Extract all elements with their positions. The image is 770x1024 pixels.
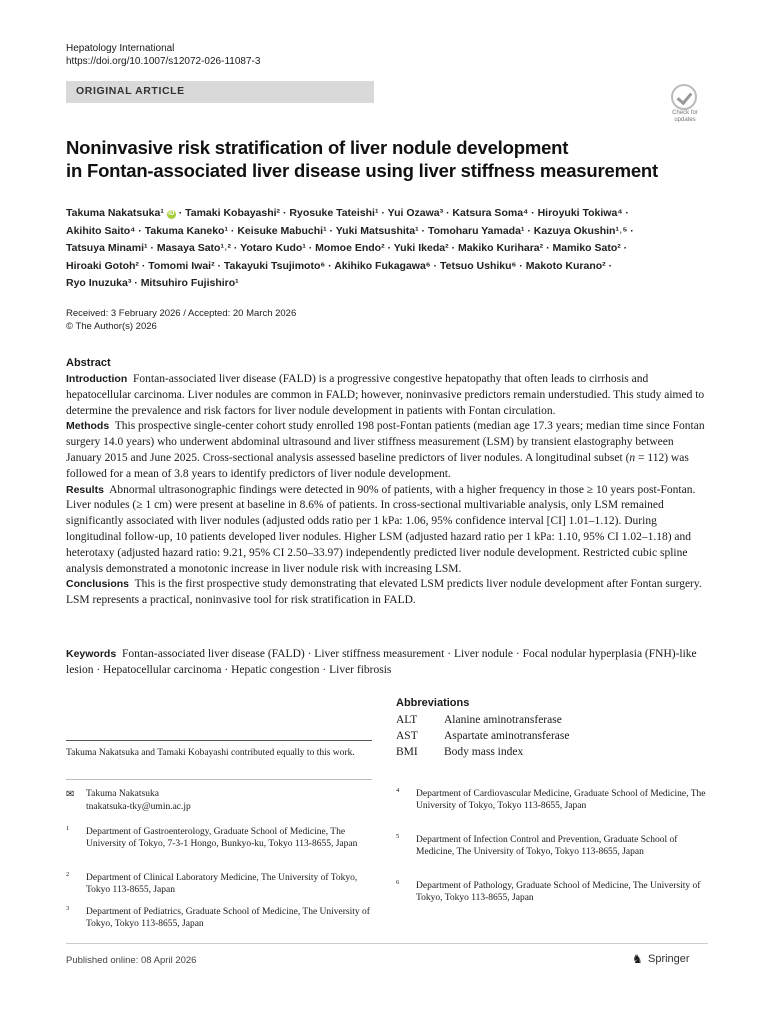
author: Takayuki Tsujimoto⁶ [223, 259, 326, 272]
title-line-2: in Fontan-associated liver disease using liver stiffness measurement [66, 160, 658, 181]
affiliation-number: 6 [396, 879, 400, 886]
conclusions-text: This is the first prospective study demonstrating that elevated LSM predicts liver nodule development after Fontan surgery. LSM represents a practical, noninvasive tool for risk stratification in FALD. [66, 578, 702, 607]
keywords-text: Fontan-associated liver disease (FALD) · Liver stiffness measurement · Liver nodule · Focal nodular hyperplasia (FNH)-like lesion · Hepatocellular carcinoma · Hepatic congestion · Liver fibrosis [66, 648, 697, 676]
doi-link[interactable]: https://doi.org/10.1007/s12072-026-11087-3 [66, 56, 261, 67]
published-online: Published online: 08 April 2026 [66, 955, 197, 966]
methods-text-b: = 112) was followed for a mean of 3.8 years to identify predictors of liver nodule development. [66, 451, 689, 480]
abstract-heading: Abstract [66, 357, 111, 369]
author: Takuma Nakatsuka¹ [66, 207, 164, 219]
author: Masaya Sato¹˒² [156, 242, 231, 254]
methods-n: n [629, 451, 636, 464]
abbr: BMI [396, 746, 418, 758]
article-type: ORIGINAL ARTICLE [76, 85, 185, 97]
abstract-conclusions [66, 577, 708, 609]
author: Keisuke Mabuchi¹ [237, 224, 327, 237]
affiliation-number: 5 [396, 833, 400, 840]
abbr-full: Body mass index [444, 746, 524, 758]
author: Yuki Ikeda² [393, 242, 449, 254]
affiliation-text: Department of Pathology, Graduate School of Medicine, The University of Tokyo, Tokyo 113-8655, Japan [416, 881, 701, 904]
footnote-divider [66, 779, 372, 780]
author: Kazuya Okushin¹˒⁵ [533, 224, 628, 237]
orcid-icon[interactable]: iD [168, 211, 175, 217]
author: Makoto Kurano² [525, 259, 606, 272]
author: Makiko Kurihara² [457, 242, 544, 254]
footnote-divider [66, 740, 372, 741]
abstract-introduction [66, 372, 708, 419]
abbreviation-row [396, 712, 562, 728]
equal-contribution-note: Takuma Nakatsuka and Tamaki Kobayashi contributed equally to this work. [66, 748, 355, 758]
journal-header [66, 42, 260, 68]
affiliation-number: 1 [66, 825, 70, 832]
author: Tomoharu Yamada¹ [427, 224, 525, 237]
title-line-1: Noninvasive risk stratification of liver nodule development [66, 137, 569, 158]
springer-horse-icon: ♞ [632, 952, 643, 966]
affiliation-text: Department of Pediatrics, Graduate School of Medicine, The University of Tokyo, Tokyo 113-8655, Japan [86, 907, 370, 930]
conclusions-label: Conclusions [66, 578, 130, 591]
author: Yuki Matsushita¹ [335, 224, 419, 237]
publisher-logo: Springer [648, 953, 690, 965]
author: Hiroaki Gotoh² [66, 259, 139, 272]
article-title [66, 136, 706, 182]
abstract-body [66, 372, 708, 609]
footer-divider [66, 943, 708, 944]
methods-text-a: This prospective single-center cohort study enrolled 198 post-Fontan patients (median age 17.3 years; median time since Fontan surgery 14.0 years) who underwent abdominal ultrasound and liver stiffness measurement (LSM) by transient elastography between January 2015 and June 2025. Cross-sectional analysis assessed baseline predictors of liver nodules. A longitudinal subset ( [66, 420, 705, 464]
abbr-full: Aspartate aminotransferase [444, 730, 570, 742]
article-type-banner [66, 81, 374, 103]
abbreviation-row [396, 728, 569, 744]
abbr-full: Alanine aminotransferase [444, 714, 562, 726]
author: Momoe Endo² [315, 242, 385, 254]
abstract-results [66, 483, 708, 578]
author: Akihiko Fukagawa⁶ [334, 259, 431, 272]
abbr: ALT [396, 714, 418, 726]
received-accepted: Received: 3 February 2026 / Accepted: 20 March 2026 [66, 308, 297, 319]
methods-label: Methods [66, 420, 110, 433]
author: Tetsuo Ushiku⁶ [439, 259, 517, 272]
affiliation-text: Department of Gastroenterology, Graduate School of Medicine, The University of Tokyo, 7-3-1 Hongo, Bunkyo-ku, Tokyo 113-8655, Japan [86, 827, 358, 850]
envelope-icon: ✉ [66, 789, 75, 800]
affiliation-text: Department of Clinical Laboratory Medicine, The University of Tokyo, Tokyo 113-8655, Japan [86, 873, 358, 896]
author: Yotaro Kudo¹ [240, 242, 306, 254]
affiliation-text: Department of Infection Control and Prevention, Graduate School of Medicine, The University of Tokyo, Tokyo 113-8655, Japan [416, 835, 678, 858]
keywords [66, 647, 708, 679]
affiliation-number: 3 [66, 905, 70, 912]
intro-label: Introduction [66, 373, 128, 385]
results-text: Abnormal ultrasonographic findings were detected in 90% of patients, with a higher frequency in those ≥ 10 years post-Fontan. Liver nodules (≥ 1 cm) were present at baseline in 8.6% of patients. In cross-sectional multivariable analysis, only LSM remained significantly associated with liver nodules (adjusted odds ratio per 1 kPa: 1.06, 95% confidence interval [CI] 1.01–1.12). During longitudinal follow-up, 10 patients developed liver nodules. Higher LSM (adjusted hazard ratio per 1 kPa: 1.10, 95% CI 1.02–1.18) and heterotaxy (adjusted hazard ratio: 9.21, 95% CI 2.50–33.97) independently predicted liver nodule development. Restricted cubic spline analysis demonstrated a monotonic increase in liver nodule risk with increasing LSM. [66, 483, 696, 575]
affiliation-number: 4 [396, 787, 400, 794]
corresponding-name: Takuma Nakatsuka [86, 789, 159, 799]
author: Katsura Soma⁴ [452, 207, 529, 219]
author: Yui Ozawa³ [387, 207, 444, 219]
copyright: © The Author(s) 2026 [66, 321, 157, 332]
abbreviation-row [396, 744, 523, 760]
author: Mitsuhiro Fujishiro¹ [140, 277, 239, 289]
author-list: Takuma Nakatsuka¹ iD · Tamaki Kobayashi² · Ryosuke Tateishi¹ · Yui Ozawa³ · Katsura Soma⁴ · Hiroyuki Tokiwa⁴ · Akihito Saito⁴ · Takuma Kaneko¹ · Keisuke Mabuchi¹ · Yuki Matsushita¹ · Tomoharu Yamada¹ · Kazuya Okushin¹˒⁵ · Tatsuya Minami¹ · Masaya Sato¹˒² · Yotaro Kudo¹ · Momoe Endo² · Yuki Ikeda² · Makiko Kurihara² · Mamiko Sato² · Hiroaki Gotoh² · Tomomi Iwai² · Takayuki Tsujimoto⁶ · Akihiko Fukagawa⁶ · Tetsuo Ushiku⁶ · Makoto Kurano² · Ryo Inuzuka³ · Mitsuhiro Fujishiro¹ [66, 207, 634, 289]
intro-text: Fontan-associated liver disease (FALD) is a progressive congestive hepatopathy that often leads to cirrhosis and hepatocellular carcinoma. Liver nodules are common in FALD; however, noninvasive predictors remain understudied. This study aimed to determine the prevalence and risk factors for liver nodule development in patients with Fontan circulation. [66, 373, 705, 417]
journal-name: Hepatology International [66, 43, 175, 54]
abbreviations-heading: Abbreviations [396, 697, 470, 709]
author: Takuma Kaneko¹ [144, 224, 228, 237]
dates-block [66, 307, 296, 333]
check-updates-badge[interactable] [664, 82, 706, 126]
author: Tatsuya Minami¹ [66, 242, 148, 254]
affiliation-number: 2 [66, 871, 70, 878]
author: Tomomi Iwai² [148, 259, 215, 272]
check-updates-icon [671, 84, 697, 110]
author: Akihito Saito⁴ [66, 224, 136, 237]
corresponding-email[interactable]: tnakatsuka-tky@umin.ac.jp [86, 801, 191, 812]
check-updates-label: Check for updates [672, 110, 698, 123]
abstract-methods [66, 419, 708, 482]
author: Ryosuke Tateishi¹ [289, 207, 379, 219]
author: Tamaki Kobayashi² [185, 207, 281, 219]
author: Ryo Inuzuka³ [66, 277, 132, 289]
author: Hiroyuki Tokiwa⁴ [537, 207, 623, 219]
abbr: AST [396, 730, 418, 742]
keywords-label: Keywords [66, 648, 117, 660]
corresponding-author [86, 788, 191, 813]
author: Mamiko Sato² [552, 242, 621, 254]
results-label: Results [66, 483, 104, 496]
affiliation-text: Department of Cardiovascular Medicine, Graduate School of Medicine, The University of Tokyo, Tokyo 113-8655, Japan [416, 789, 706, 812]
